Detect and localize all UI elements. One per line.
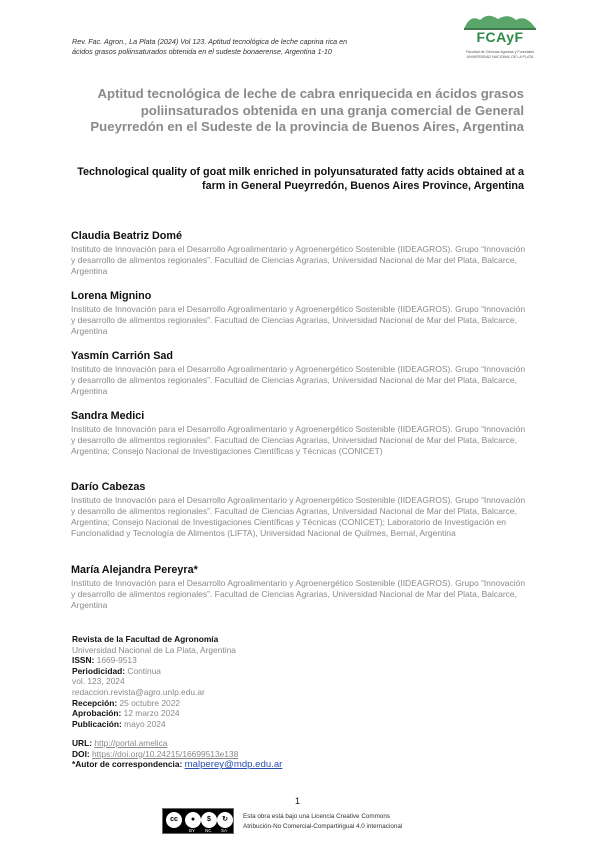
logo-subtitle: Facultad de Ciencias Agrarias y Forestales	[465, 50, 535, 54]
author-name: Sandra Medici	[71, 410, 145, 422]
author-block	[71, 290, 531, 337]
author-block	[71, 564, 531, 611]
received-label: Recepción:	[72, 697, 118, 708]
author-name: Darío Cabezas	[71, 481, 146, 493]
attribution-icon: ●	[185, 812, 201, 828]
published-date: mayo 2024	[124, 718, 166, 729]
noncommercial-icon: $	[201, 812, 217, 828]
author-affiliation: Instituto de Innovación para el Desarrollo Agroalimentario y Agroenergético Sostenible (IIDEAGROS). Grupo “Innovación y desarrollo de alimentos regionales”. Facultad de Ciencias Agrarias, Universidad Nacional de Mar del Plata, Balcarce, Argentina	[71, 364, 526, 396]
received-row	[72, 698, 372, 709]
journal-reference-line-2: ácidos grasos poliinsaturados obtenida en el sudeste bonaerense, Argentina 1-10	[72, 47, 332, 56]
license-line-2: Atribución-No Comercial-Compartirigual 4.0 internacional	[243, 823, 403, 830]
url-row	[72, 738, 392, 749]
tree-logo-icon	[460, 12, 540, 30]
badge-label-sa: SA	[221, 828, 228, 833]
corresponding-author-email-link[interactable]: malperey@mdp.edu.ar	[184, 759, 283, 771]
approved-label: Aprobación:	[72, 708, 122, 719]
author-affiliation: Instituto de Innovación para el Desarrollo Agroalimentario y Agroenergético Sostenible (IIDEAGROS). Grupo “Innovación y desarrollo de alimentos regionales”. Facultad de Ciencias Agrarias, Universidad Nacional de Mar del Plata, Balcarce, Argentina; Consejo Nacional de Investigaciones Científicas y Técnicas (CONICET)	[71, 424, 526, 456]
license-text	[243, 812, 483, 832]
author-block	[71, 350, 531, 397]
author-block	[71, 230, 531, 277]
author-name: Lorena Mignino	[71, 290, 152, 302]
journal-metadata	[72, 634, 372, 729]
journal-email: redaccion.revista@agro.unlp.edu.ar	[72, 686, 205, 697]
issn-row	[72, 655, 372, 666]
page-number: 1	[294, 796, 300, 806]
journal-name: Revista de la Facultad de Agronomía	[72, 634, 219, 644]
journal-university: Universidad Nacional de La Plata, Argentina	[72, 644, 236, 655]
author-block	[71, 481, 531, 539]
license-line-1: Esta obra está bajo una Licencia Creative Commons	[243, 813, 391, 820]
journal-reference-line-1: Rev. Fac. Agron., La Plata (2024) Vol 123. Aptitud tecnológica de leche caprina rica en	[72, 37, 348, 46]
fcayf-logo	[460, 12, 540, 74]
author-name: María Alejandra Pereyra*	[71, 564, 198, 576]
logo-university: UNIVERSIDAD NACIONAL DE LA PLATA	[466, 55, 534, 59]
author-affiliation: Instituto de Innovación para el Desarrollo Agroalimentario y Agroenergético Sostenible (IIDEAGROS). Grupo “Innovación y desarrollo de alimentos regionales”. Facultad de Ciencias Agrarias, Universidad Nacional de Mar del Plata, Balcarce, Argentina	[71, 304, 526, 336]
title-english: Technological quality of goat milk enriched in polyunsaturated fatty acids obtained at a farm in General Pueyrredón, Buenos Aires Province, Argentina	[77, 166, 524, 192]
article-links	[72, 738, 392, 771]
sharealike-icon: ↻	[217, 812, 233, 828]
published-label: Publicación:	[72, 718, 122, 729]
badge-label-nc: NC	[205, 828, 212, 833]
journal-reference	[72, 37, 432, 57]
approved-date: 12 marzo 2024	[123, 708, 180, 719]
doi-link[interactable]: https://doi.org/10.24215/16699513e138	[92, 748, 239, 759]
corresponding-author-label: *Autor de correspondencia:	[72, 759, 183, 770]
corresponding-author-row	[72, 759, 392, 771]
logo-text: FCAyF	[476, 29, 524, 45]
author-affiliation: Instituto de Innovación para el Desarrollo Agroalimentario y Agroenergético Sostenible (IIDEAGROS). Grupo “Innovación y desarrollo de alimentos regionales”. Facultad de Ciencias Agrarias, Universidad Nacional de Mar del Plata, Balcarce, Argentina	[71, 244, 526, 276]
doi-label: DOI:	[72, 748, 90, 759]
author-block	[71, 410, 531, 457]
cc-icon: cc	[166, 812, 182, 828]
issn-label: ISSN:	[72, 655, 95, 666]
badge-label-by: BY	[189, 828, 196, 833]
received-date: 25 octubre 2022	[119, 697, 181, 708]
volume: vol. 123, 2024	[72, 676, 125, 687]
title-spanish: Aptitud tecnológica de leche de cabra enriquecida en ácidos grasos poliinsaturados obtenida en una granja comercial de General Pueyrredón en el Sudeste de la provincia de Buenos Aires, Argentina	[90, 86, 524, 134]
approved-row	[72, 708, 372, 719]
author-affiliation: Instituto de Innovación para el Desarrollo Agroalimentario y Agroenergético Sostenible (IIDEAGROS). Grupo “Innovación y desarrollo de alimentos regionales”. Facultad de Ciencias Agrarias, Universidad Nacional de Mar del Plata, Balcarce, Argentina; Consejo Nacional de Investigaciones Científicas y Técnicas (CONICET); Laboratorio de Investigación en Funcionalidad y Tecnología de Alimentos (LIFTA), Universidad Nacional de Quilmes, Bernal, Argentina	[71, 495, 526, 538]
issn-value: 1669-9513	[96, 655, 137, 666]
published-row	[72, 719, 372, 730]
url-label: URL:	[72, 738, 93, 748]
periodicity-row	[72, 666, 372, 677]
url-link[interactable]: http://portal.amelica	[94, 738, 168, 748]
periodicity-label: Periodicidad:	[72, 665, 126, 676]
author-affiliation: Instituto de Innovación para el Desarrollo Agroalimentario y Agroenergético Sostenible (IIDEAGROS). Grupo “Innovación y desarrollo de alimentos regionales”. Facultad de Ciencias Agrarias, Universidad Nacional de Mar del Plata, Balcarce, Argentina	[71, 578, 526, 610]
author-name: Yasmín Carrión Sad	[71, 350, 174, 362]
doi-row	[72, 749, 392, 760]
periodicity-value: Continua	[127, 665, 161, 676]
creative-commons-badge[interactable]	[162, 808, 234, 834]
author-name: Claudia Beatriz Domé	[71, 230, 182, 242]
